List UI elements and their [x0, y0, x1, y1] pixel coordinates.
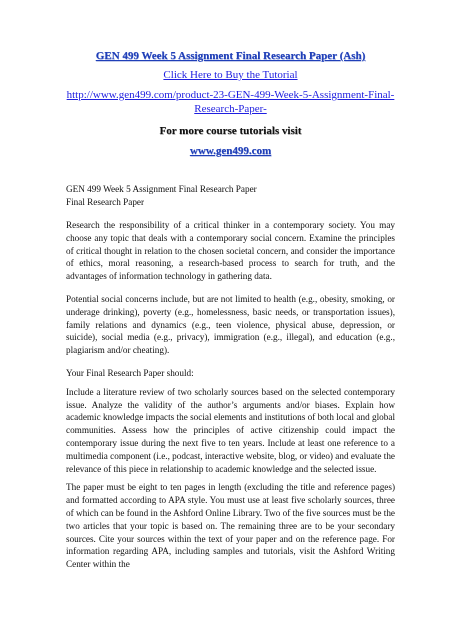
buy-tutorial-link[interactable]: Click Here to Buy the Tutorial [163, 69, 298, 81]
paragraph-requirements-heading: Your Final Research Paper should: [66, 367, 194, 378]
spacer [66, 209, 395, 219]
document-title-link[interactable]: GEN 499 Week 5 Assignment Final Research Paper (Ash) [95, 50, 366, 62]
course-line: GEN 499 Week 5 Assignment Final Research Paper [66, 184, 257, 194]
paragraph-format: The paper must be eight to ten pages in length (excluding the title and reference pages) and formatted according to APA style. You must use at least five scholarly sources, three of which can be found in the Ashford Online Library. Two of the five sources must be the two articles that your topic is based on. The remaining three are to be your secondary sources. Cite your sources within the text of your paper and on the reference page. For information regarding APA, including samples and tutorials, visit the Ashford Writing Center within the [66, 482, 395, 570]
site-link[interactable]: www.gen499.com [189, 145, 272, 157]
paragraph-literature-review: Include a literature review of two scholarly sources based on the selected contemporary issue. Analyze the validity of the author’s arguments and/or biases. Explain how academic knowledge impacts the social elements and institutions of both local and global communities. Assess how the principles of active citizenship could impact the contemporary issue during the next five to ten years. Include at least one reference to a multimedia component (i.e., podcast, interactive website, blog, or video) and evaluate the relevance of this piece in relationship to academic knowledge and the selected issue. [66, 386, 395, 474]
paragraph-social-concerns: Potential social concerns include, but are not limited to health (e.g., obesity, smoking, or underage drinking), poverty (e.g., homelessness, basic needs, or transportation issues), family relations and dynamics (e.g., teen violence, physical abuse, depression, or suicide), social media (e.g., privacy), immigration (e.g., illegal), and education (e.g., plagiarism and/or cheating). [66, 293, 395, 356]
product-url-link[interactable]: http://www.gen499.com/product-23-GEN-499-Week-5-Assignment-Final-Research-Paper- [66, 89, 395, 115]
more-tutorials-heading: For more course tutorials visit [159, 125, 302, 137]
document-subtitle: Final Research Paper [66, 197, 145, 207]
paragraph-intro: Research the responsibility of a critical thinker in a contemporary society. You may choose any topic that deals with a contemporary social concern. Examine the principles of critical thought in relation to the chosen societal concern, and consider the importance of ethics, moral reasoning, a research-based process to search for truth, and the advantages of information technology in gathering data. [66, 220, 395, 282]
